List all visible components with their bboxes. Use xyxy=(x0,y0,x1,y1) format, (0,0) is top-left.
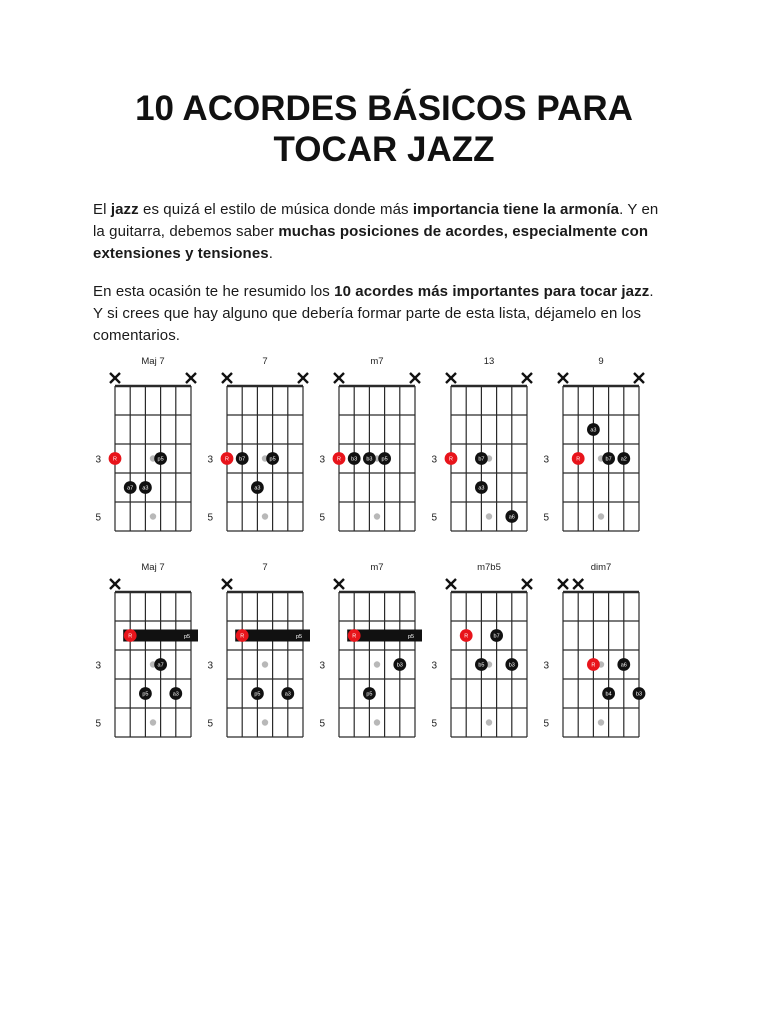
chord-name: m7 xyxy=(370,356,384,367)
muted-string-icon xyxy=(110,579,120,589)
summary-run: En esta ocasión te he resumido los xyxy=(93,283,335,300)
note-label: R xyxy=(225,456,229,463)
chord-diagram xyxy=(319,356,420,531)
note-label: b3 xyxy=(508,662,515,669)
muted-string-icon xyxy=(222,579,232,589)
note-label: b7 xyxy=(605,456,612,463)
fret-number: 3 xyxy=(207,454,213,466)
chord-diagram xyxy=(431,356,532,531)
fret-marker xyxy=(486,719,492,725)
summary-paragraph xyxy=(93,281,663,347)
note-label: b3 xyxy=(366,456,373,463)
note-label: a3 xyxy=(284,691,291,698)
fret-number: 5 xyxy=(207,512,213,524)
fret-number: 3 xyxy=(543,454,549,466)
intro-run: . Y en la guitarra, debemos saber xyxy=(93,201,659,240)
intro-run: muchas posiciones de acordes, especialmente con extensiones y tensiones xyxy=(93,223,649,262)
chord-diagram xyxy=(95,356,196,531)
muted-string-icon xyxy=(558,373,568,383)
fret-number: 3 xyxy=(95,660,101,672)
muted-string-icon xyxy=(522,579,532,589)
muted-string-icon xyxy=(334,579,344,589)
note-label: p5 xyxy=(254,691,261,698)
chord-diagram xyxy=(319,562,422,737)
note-label: a2 xyxy=(620,456,627,463)
intro-run: . xyxy=(268,245,273,262)
note-label: R xyxy=(240,633,245,640)
fret-number: 5 xyxy=(319,512,325,524)
chord-name: m7 xyxy=(370,562,384,573)
fret-number: 5 xyxy=(543,512,549,524)
note-label: a7 xyxy=(157,662,164,669)
note-label: R xyxy=(337,456,341,463)
muted-string-icon xyxy=(186,373,196,383)
note-label: p5 xyxy=(157,456,164,463)
chord-name: 7 xyxy=(262,356,268,367)
intro-run: importancia tiene la armonía xyxy=(412,201,620,218)
barre-label: p5 xyxy=(407,634,415,640)
fret-number: 3 xyxy=(543,660,549,672)
note-label: a3 xyxy=(172,691,179,698)
chord-diagram xyxy=(431,562,532,737)
note-label: R xyxy=(113,456,117,463)
fret-marker xyxy=(374,513,380,519)
summary-run: . Y si crees que hay alguno que debería formar parte de esta lista, déjamelo en los comentarios. xyxy=(93,283,654,344)
chord-diagram xyxy=(543,562,645,737)
title-line-1: 10 ACORDES BÁSICOS PARA xyxy=(135,89,633,128)
muted-string-icon xyxy=(222,373,232,383)
note-label: p5 xyxy=(366,691,373,698)
chord-name: 13 xyxy=(483,356,495,367)
chord-name: 9 xyxy=(598,356,604,367)
muted-string-icon xyxy=(522,373,532,383)
note-label: b7 xyxy=(239,456,246,463)
fret-number: 5 xyxy=(95,718,101,730)
chord-name: 7 xyxy=(262,562,268,573)
fret-marker xyxy=(150,719,156,725)
fret-marker xyxy=(486,513,492,519)
barre-label: p5 xyxy=(295,634,303,640)
fret-number: 5 xyxy=(319,718,325,730)
chord-name: Maj 7 xyxy=(141,356,165,367)
intro-run: jazz xyxy=(110,201,139,218)
intro-paragraph xyxy=(93,199,663,265)
fret-marker xyxy=(262,513,268,519)
barre-label: p5 xyxy=(183,634,191,640)
muted-string-icon xyxy=(446,579,456,589)
intro-run: El xyxy=(93,201,111,218)
summary-run: 10 acordes más importantes para tocar jazz xyxy=(334,283,650,300)
muted-string-icon xyxy=(558,579,568,589)
title-line-2: TOCAR JAZZ xyxy=(273,130,495,169)
note-label: R xyxy=(449,456,453,463)
intro-run: es quizá el estilo de música donde más xyxy=(138,201,413,218)
note-label: p5 xyxy=(269,456,276,463)
fret-number: 5 xyxy=(207,718,213,730)
fret-marker xyxy=(598,513,604,519)
chord-diagram xyxy=(207,562,310,737)
chord-diagram xyxy=(95,562,198,737)
note-label: p5 xyxy=(142,691,149,698)
fret-number: 3 xyxy=(207,660,213,672)
note-label: a3 xyxy=(254,485,261,492)
fret-marker xyxy=(150,513,156,519)
note-label: a3 xyxy=(590,427,597,434)
note-label: R xyxy=(576,456,581,463)
chord-diagram xyxy=(543,356,644,531)
fret-number: 5 xyxy=(95,512,101,524)
note-label: b3 xyxy=(396,662,403,669)
muted-string-icon xyxy=(298,373,308,383)
note-label: p5 xyxy=(381,456,388,463)
note-label: a3 xyxy=(478,485,485,492)
fret-number: 5 xyxy=(431,718,437,730)
fret-marker xyxy=(374,661,380,667)
note-label: b3 xyxy=(635,691,643,698)
chord-name: Maj 7 xyxy=(141,562,165,573)
chord-name: dim7 xyxy=(590,562,612,573)
chord-diagram xyxy=(207,356,308,531)
note-label: b4 xyxy=(605,691,612,698)
fret-marker xyxy=(598,719,604,725)
fret-marker xyxy=(262,661,268,667)
note-label: b7 xyxy=(493,633,500,640)
fret-number: 3 xyxy=(431,454,437,466)
note-label: a6 xyxy=(620,662,627,669)
note-label: R xyxy=(128,633,133,640)
fret-number: 3 xyxy=(431,660,437,672)
note-label: a6 xyxy=(508,514,515,521)
muted-string-icon xyxy=(573,579,583,589)
note-label: R xyxy=(464,633,469,640)
note-label: b7 xyxy=(478,456,485,463)
note-label: b5 xyxy=(478,662,485,669)
fret-number: 5 xyxy=(543,718,549,730)
fret-marker xyxy=(374,719,380,725)
fret-marker xyxy=(262,719,268,725)
note-label: R xyxy=(352,633,357,640)
fret-number: 5 xyxy=(431,512,437,524)
chord-name: m7b5 xyxy=(477,562,501,573)
note-label: R xyxy=(591,662,596,669)
fret-number: 3 xyxy=(319,660,325,672)
fret-number: 3 xyxy=(319,454,325,466)
muted-string-icon xyxy=(410,373,420,383)
fret-number: 3 xyxy=(95,454,101,466)
muted-string-icon xyxy=(446,373,456,383)
note-label: a7 xyxy=(127,485,134,492)
note-label: a3 xyxy=(142,485,149,492)
muted-string-icon xyxy=(110,373,120,383)
note-label: b3 xyxy=(351,456,358,463)
muted-string-icon xyxy=(634,373,644,383)
muted-string-icon xyxy=(334,373,344,383)
page-title xyxy=(40,88,728,170)
